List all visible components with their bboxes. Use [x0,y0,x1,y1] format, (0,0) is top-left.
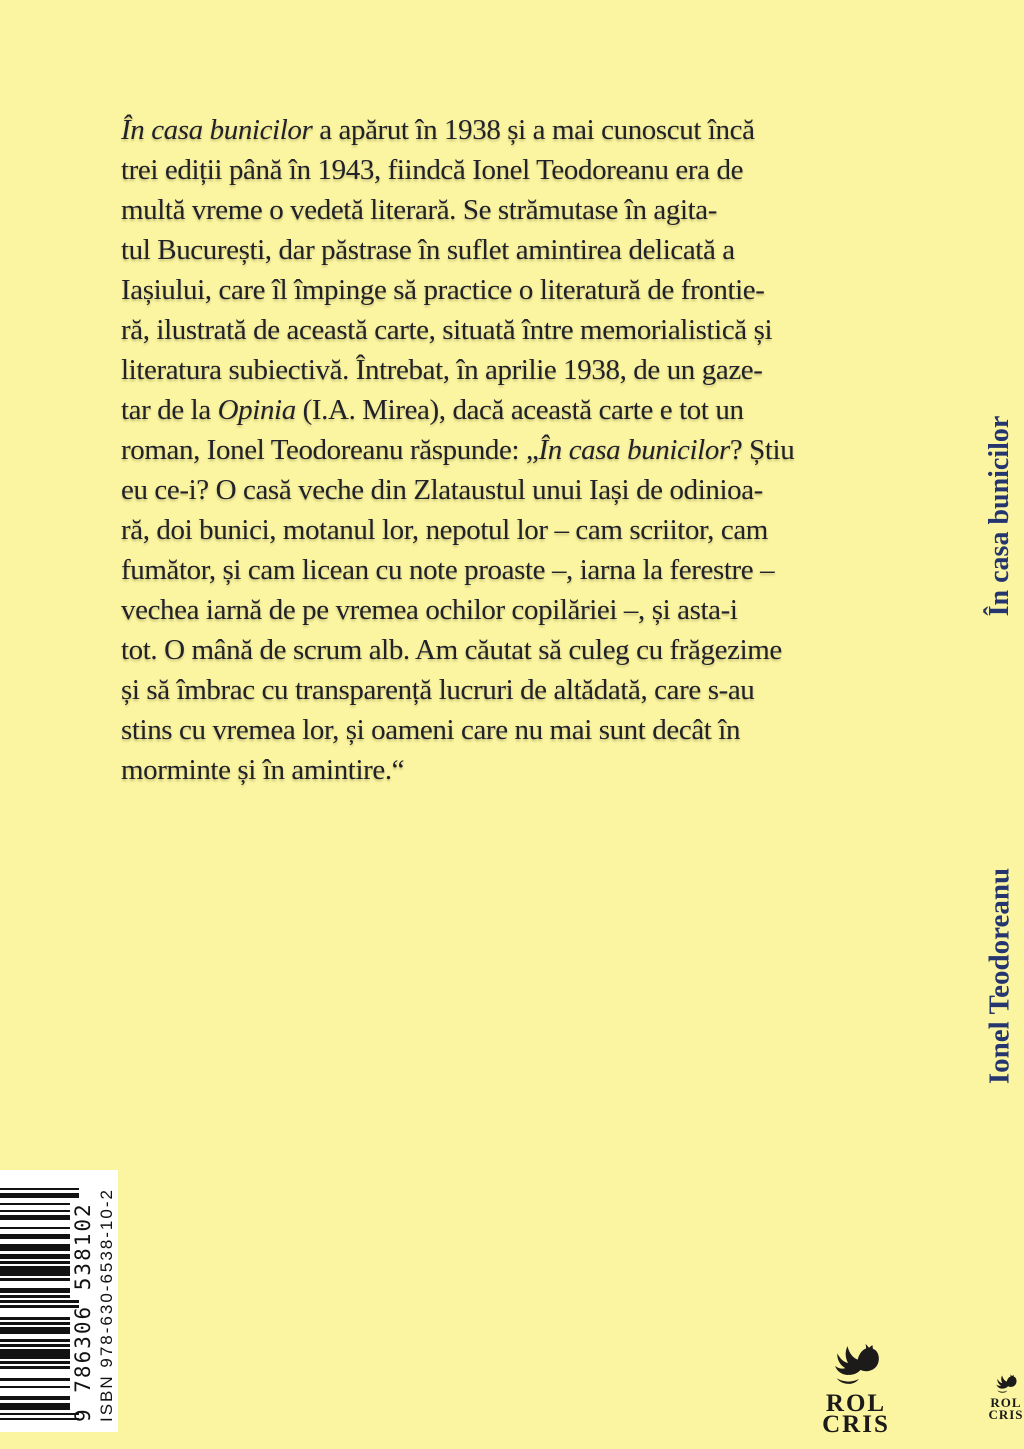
blurb-line: tot. O mână de scrum alb. Am căutat să culeg cu frăgezime [121,634,782,666]
blurb-line: literatura subiectivă. Întrebat, în aprilie 1938, de un gaze- [121,354,763,386]
blurb-line: eu ce-i? O casă veche din Zlataustul unui Iași de odinioa- [121,474,763,506]
blurb-line: și să îmbrac cu transparență lucruri de altădată, care s-au [121,674,755,706]
blurb-line: fumător, și cam licean cu note proaste –, iarna la ferestre – [121,554,775,586]
barcode-panel [0,1170,118,1432]
blurb-line: multă vreme o vedetă literară. Se strămutase în agita- [121,194,718,226]
publisher-logo-large [796,1341,916,1438]
blurb-line: tar de la Opinia (I.A. Mirea), dacă această carte e tot un [121,394,744,426]
blurb-paragraph [121,110,896,790]
publisher-name-line2: CRIS [988,1406,1024,1422]
blurb-line: morminte și în amintire.“ [121,754,405,786]
blurb-line: trei ediții până în 1943, fiindcă Ionel Teodoreanu era de [121,154,744,186]
publisher-name-line1: ROL [990,1395,1022,1410]
pegasus-icon [992,1373,1020,1397]
spine-author-vertical: Ionel Teodoreanu [983,867,1016,1085]
pegasus-icon [825,1341,887,1393]
publisher-name-line2: CRIS [822,1411,890,1438]
blurb-line: ră, ilustrată de această carte, situată între memorialistică și [121,314,773,346]
blurb-line: În casa bunicilor a apărut în 1938 și a mai cunoscut încă [121,114,755,146]
publisher-name-line1: ROL [825,1390,887,1417]
blurb-line: Iașiului, care îl împinge să practice o literatură de frontie- [121,274,765,306]
publisher-logo-small [971,1373,1024,1420]
blurb-line: stins cu vremea lor, și oameni care nu mai sunt decât în [121,714,741,746]
spine-title-vertical: În casa bunicilor [984,415,1015,617]
blurb-line: vechea iarnă de pe vremea ochilor copilăriei –, și asta-i [121,594,738,626]
blurb-line: tul București, dar păstrase în suflet amintirea delicată a [121,234,735,266]
blurb-line: roman, Ionel Teodoreanu răspunde: „În casa bunicilor? Știu [121,434,795,466]
isbn-number: ISBN 978-630-6538-10-2 [97,1188,116,1422]
barcode-rotated-content [0,1170,118,1432]
barcode-bars [0,1183,70,1420]
blurb-line: ră, doi bunici, motanul lor, nepotul lor – cam scriitor, cam [121,514,768,546]
ean-number: 9 786306 538102 [71,1202,95,1422]
